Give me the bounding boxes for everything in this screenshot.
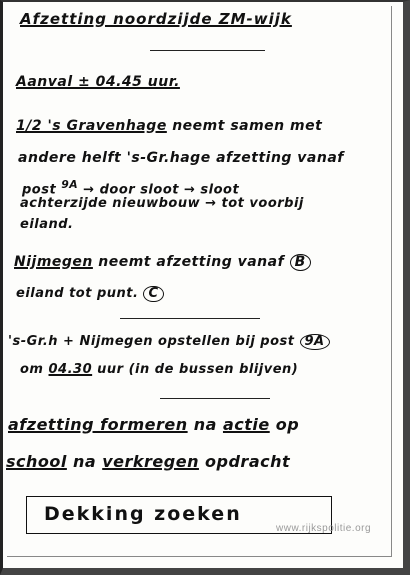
separator-line [150,50,265,51]
line-text: eiland tot punt. [16,286,144,301]
point-marker: B [290,254,311,271]
instruction-line: achterzijde nieuwbouw → tot voorbij [20,196,304,211]
instruction-line: eiland. [20,217,74,232]
line-text: post [22,182,62,198]
instruction-line [8,415,299,434]
instruction-line [6,452,290,471]
instruction-line [22,178,239,197]
instruction-line [14,254,311,271]
unit-name: 1/2 's Gravenhage [16,118,167,134]
separator-line [120,318,260,319]
emphasis-text: actie [222,415,270,434]
instruction-line: andere helft 's-Gr.hage afzetting vanaf [18,150,344,166]
emphasis-text: afzetting formeren [8,415,188,434]
point-marker: C [143,286,163,302]
watermark: www.rijkspolitie.org [276,523,372,534]
line-text: om [20,362,49,377]
emphasis-text: verkregen [102,452,199,471]
line-text: opdracht [198,452,291,471]
instruction-line [8,334,330,350]
instruction-line [16,118,322,134]
post-marker: 9A [300,334,330,350]
line-text: neemt samen met [166,118,323,134]
boxed-instruction-text: Dekking zoeken [44,503,242,525]
line-text: op [269,415,300,434]
line-text: na [66,452,103,471]
attack-time: Aanval ± 04.45 uur. [16,74,180,90]
line-text: neemt afzetting vanaf [92,254,290,270]
unit-name: Nijmegen [14,254,93,270]
instruction-line [16,286,164,302]
line-text: uur (in de bussen blijven) [92,362,299,377]
line-text: → door sloot → sloot [78,182,240,198]
assembly-time: 04.30 [48,362,93,377]
post-number: 9A [61,178,79,191]
document-title: Afzetting noordzijde ZM-wijk [20,10,292,28]
instruction-line [20,362,298,377]
line-text: na [187,415,223,434]
line-text: 's-Gr.h + Nijmegen opstellen bij post [8,334,300,349]
emphasis-text: school [6,452,67,471]
separator-line [160,398,270,399]
